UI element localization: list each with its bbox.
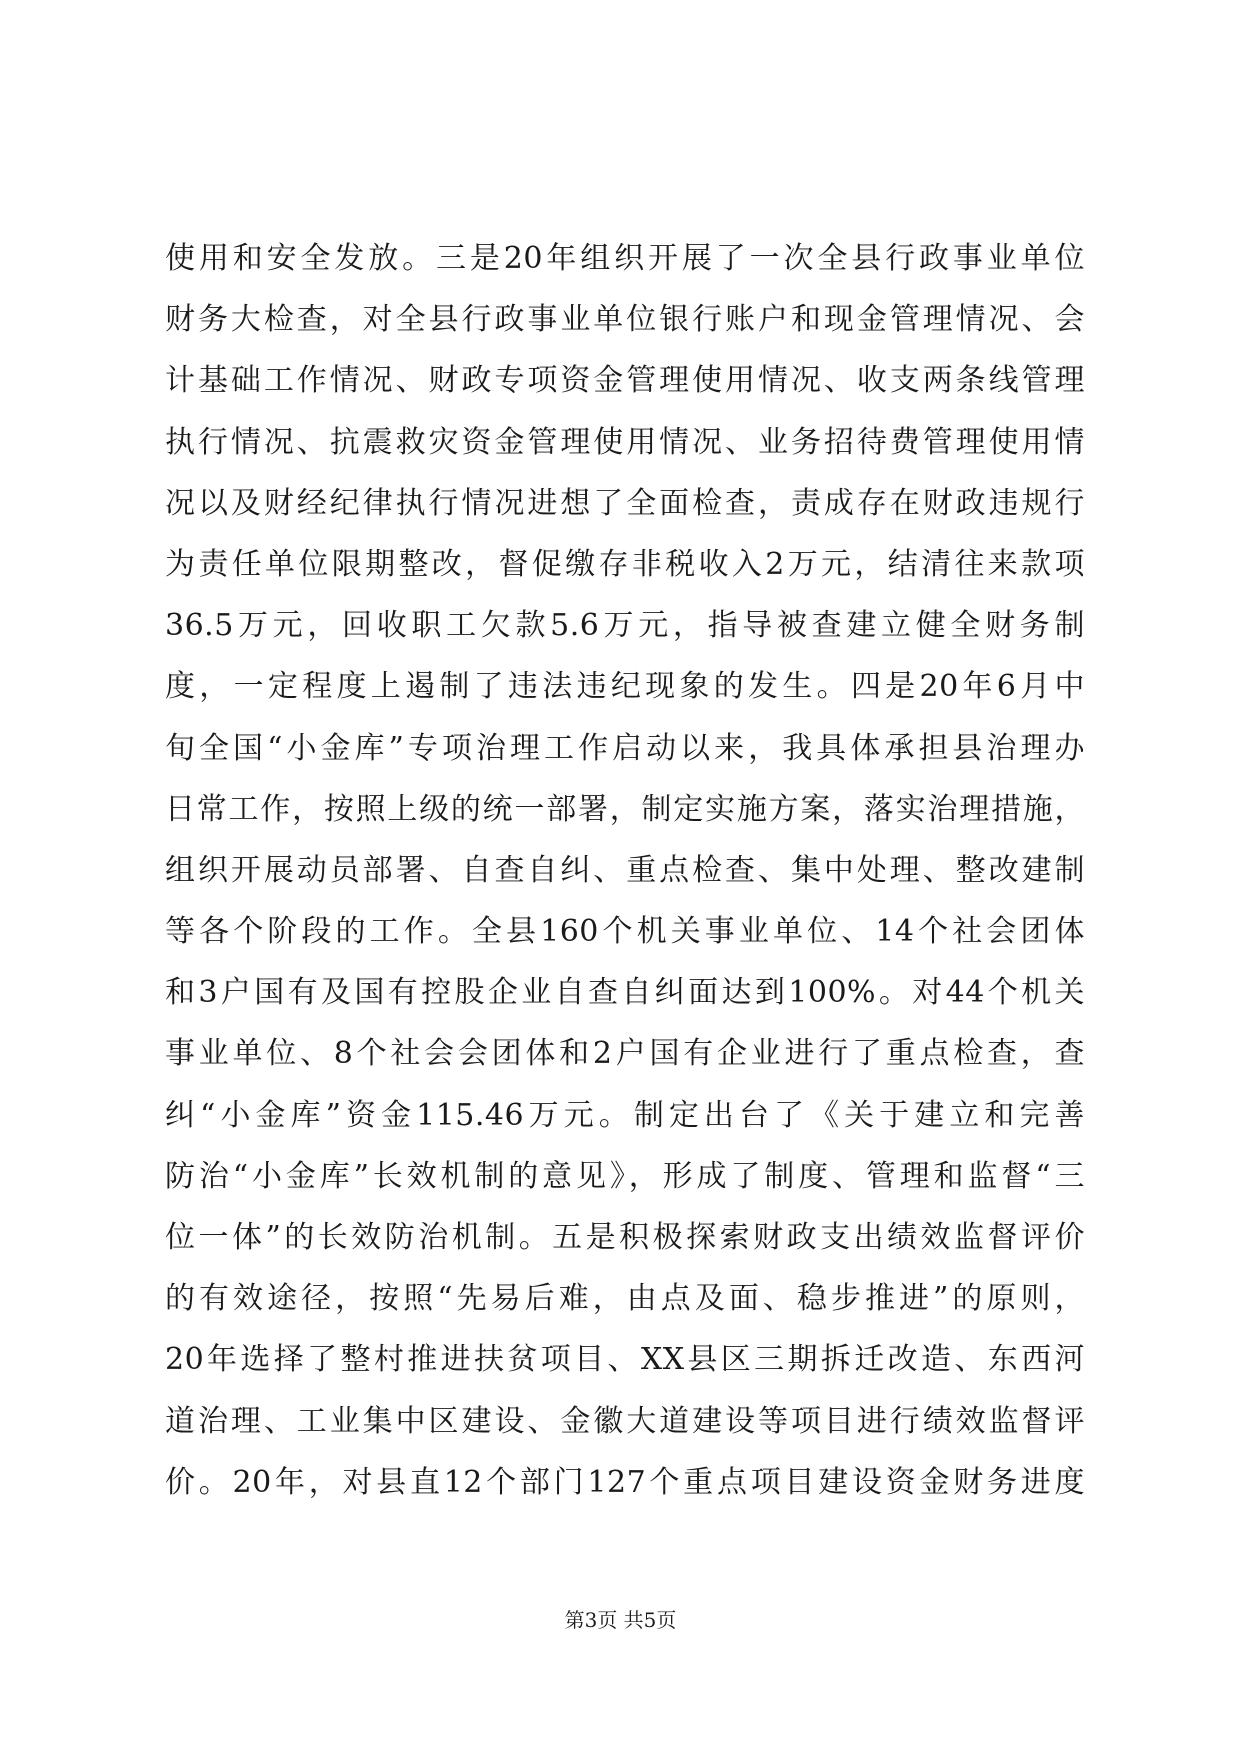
text-line: 和3户国有及国有控股企业自查自纠面达到100%。对44个机关 xyxy=(165,975,1085,1011)
text-line: 组织开展动员部署、自查自纠、重点检查、集中处理、整改建制 xyxy=(165,852,1085,888)
text-line: 旬全国“小金库”专项治理工作启动以来，我具体承担县治理办 xyxy=(165,730,1085,766)
page-number: 第3页 共5页 xyxy=(564,1608,677,1632)
text-line: 等各个阶段的工作。全县160个机关事业单位、14个社会团体 xyxy=(165,914,1085,950)
text-line: 事业单位、8个社会会团体和2户国有企业进行了重点检查，查 xyxy=(165,1036,1085,1072)
text-line: 执行情况、抗震救灾资金管理使用情况、业务招待费管理使用情 xyxy=(165,424,1085,460)
text-line: 况以及财经纪律执行情况进想了全面检查，责成存在财政违规行 xyxy=(165,485,1085,521)
text-line: 道治理、工业集中区建设、金徽大道建设等项目进行绩效监督评 xyxy=(165,1403,1085,1439)
text-line: 纠“小金库”资金115.46万元。制定出台了《关于建立和完善 xyxy=(165,1097,1085,1133)
text-line: 的有效途径，按照“先易后难，由点及面、稳步推进”的原则， xyxy=(165,1281,1085,1317)
text-line: 价。20年，对县直12个部门127个重点项目建设资金财务进度 xyxy=(165,1464,1085,1500)
body-text xyxy=(165,228,1085,1513)
text-line: 位一体”的长效防治机制。五是积极探索财政支出绩效监督评价 xyxy=(165,1220,1085,1255)
text-line: 防治“小金库”长效机制的意见》，形成了制度、管理和监督“三 xyxy=(165,1158,1085,1194)
text-line: 为责任单位限期整改，督促缴存非税收入2万元，结清往来款项 xyxy=(165,546,1085,582)
text-line: 度，一定程度上遏制了违法违纪现象的发生。四是20年6月中 xyxy=(165,669,1085,705)
text-line: 使用和安全发放。三是20年组织开展了一次全县行政事业单位 xyxy=(165,241,1085,276)
text-line: 20年选择了整村推进扶贫项目、XX县区三期拆迁改造、东西河 xyxy=(165,1342,1085,1378)
text-line: 计基础工作情况、财政专项资金管理使用情况、收支两条线管理 xyxy=(165,363,1085,399)
text-line: 36.5万元，回收职工欠款5.6万元，指导被查建立健全财务制 xyxy=(165,608,1085,644)
page-footer xyxy=(0,1606,1241,1634)
text-line: 日常工作，按照上级的统一部署，制定实施方案，落实治理措施， xyxy=(165,791,1085,827)
text-line: 财务大检查，对全县行政事业单位银行账户和现金管理情况、会 xyxy=(165,302,1085,338)
